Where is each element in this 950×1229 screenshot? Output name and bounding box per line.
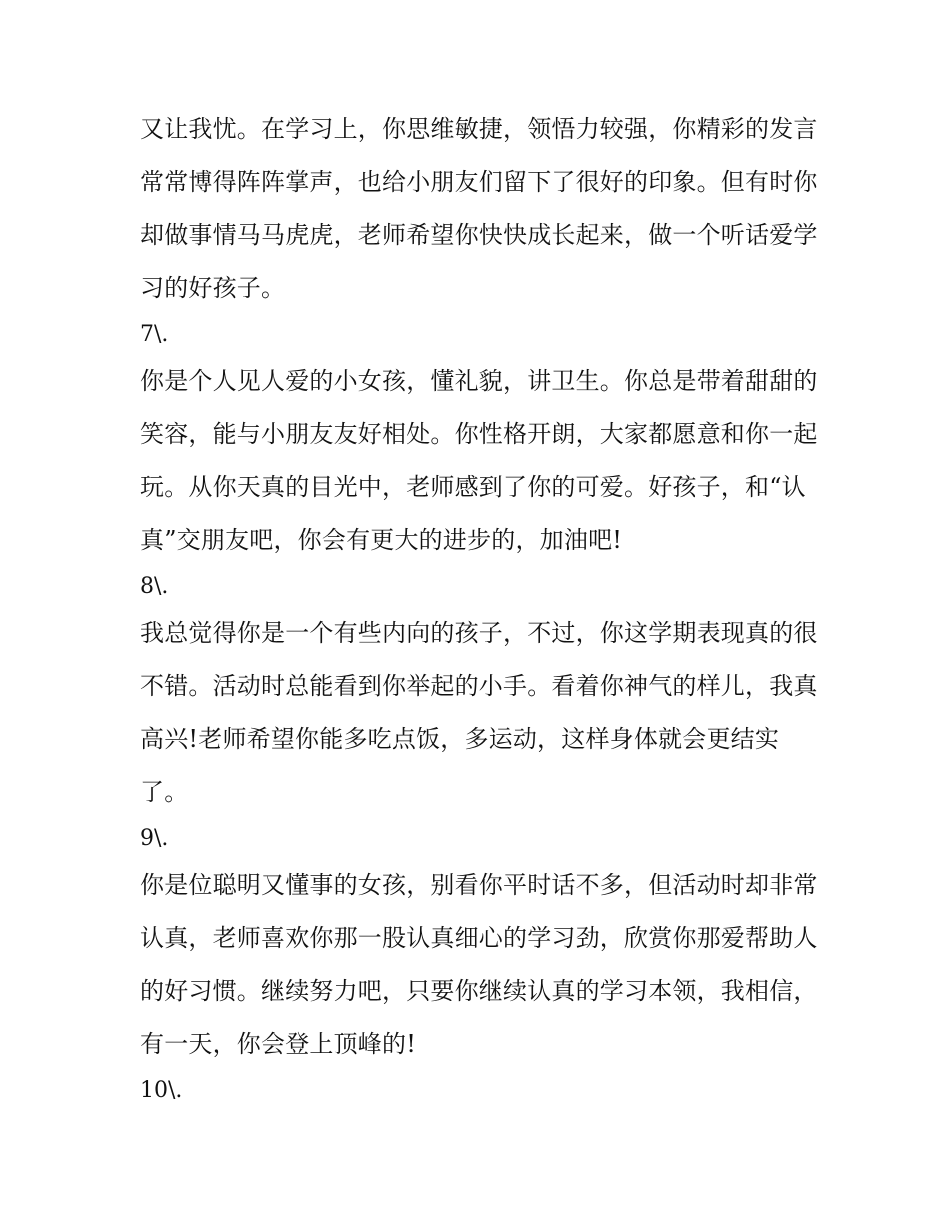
document-body [140,103,820,1111]
item-number-7: 7\. [140,322,169,347]
comment-paragraph-9: 你是位聪明又懂事的女孩，别看你平时话不多，但活动时却非常认真，老师喜欢你那一股认真细心的学习劲，欣赏你那爱帮助人的好习惯。继续努力吧，只要你继续认真的学习本领，我相信，有一天，你会登上顶峰的! [140,871,818,1058]
item-number-9: 9\. [140,826,169,851]
comment-paragraph-6-continued: 又让我忧。在学习上，你思维敏捷，领悟力较强，你精彩的发言常常博得阵阵掌声，也给小朋友们留下了很好的印象。但有时你却做事情马马虎虎，老师希望你快快成长起来，做一个听话爱学习的好孩子。 [140,115,818,302]
comment-paragraph-8: 我总觉得你是一个有些内向的孩子，不过，你这学期表现真的很不错。活动时总能看到你举起的小手。看着你神气的样儿，我真高兴!老师希望你能多吃点饭，多运动，这样身体就会更结实了。 [140,619,818,806]
item-number-8: 8\. [140,574,169,599]
comment-paragraph-7: 你是个人见人爱的小女孩，懂礼貌，讲卫生。你总是带着甜甜的笑容，能与小朋友友好相处。你性格开朗，大家都愿意和你一起玩。从你天真的目光中，老师感到了你的可爱。好孩子，和“认真”交朋友吧，你会有更大的进步的，加油吧! [140,367,818,554]
item-number-10: 10\. [140,1078,183,1103]
